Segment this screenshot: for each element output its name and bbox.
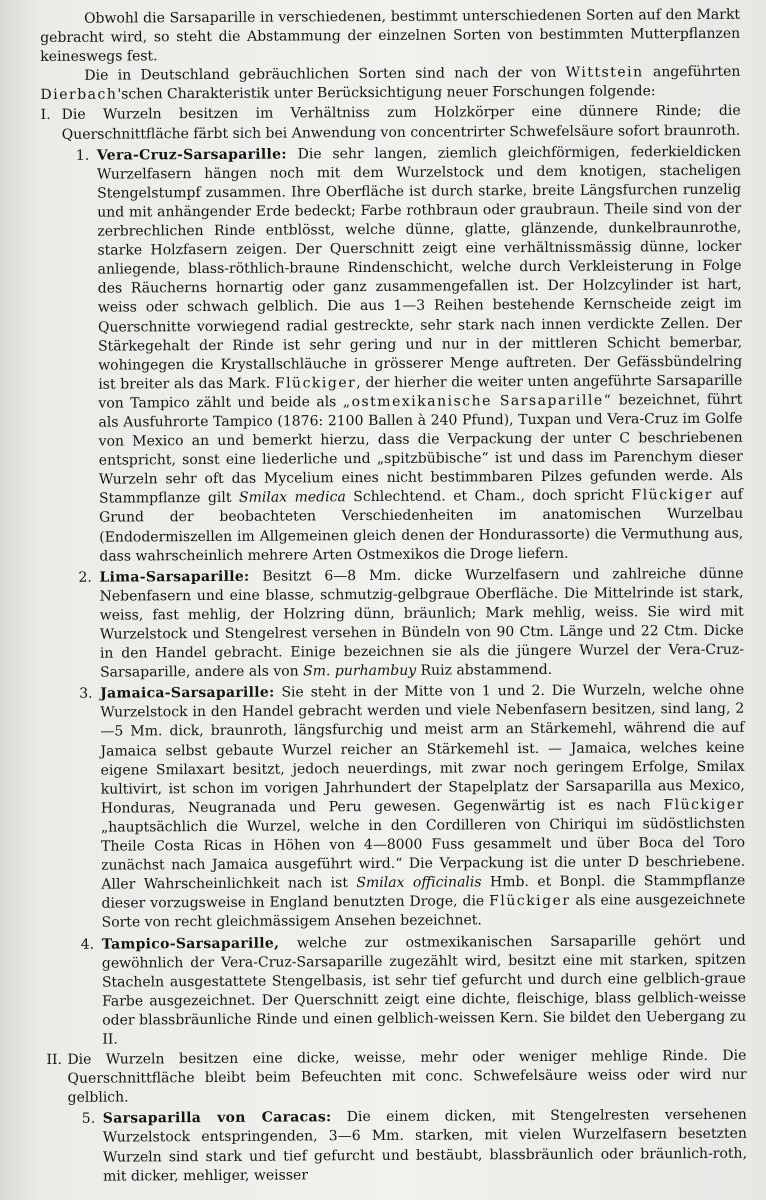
author-flueckiger: Flückiger	[274, 374, 357, 392]
item-heading: Vera-Cruz-Sarsaparille:	[96, 146, 287, 164]
section-text: Die Wurzeln besitzen im Verhältniss zum Holzkörper eine dünnere Rinde; die Querschnittfläche färbt sich bei Anwendung von concentrirter Schwefelsäure sofort braunroth.	[61, 103, 741, 143]
item-number: 5.	[81, 1111, 96, 1128]
page-text	[40, 6, 747, 1187]
item-heading: Lima-Sarsaparille:	[99, 568, 250, 586]
classification-intro	[40, 63, 740, 105]
item-text: „hauptsächlich die Wurzel, welche in den Cordilleren von Chiriqui im südöstlichsten Theile Costa Ricas in Höhen von 4—8000 Fuss gesammelt und über Boca del Toro zunächst nach Jamaica ausgeführt wird.“ Die Verpackung ist die unter D beschriebene. Aller Wahrscheinlichkeit nach ist	[100, 815, 746, 893]
species-name: Smilax officinalis	[356, 874, 482, 892]
section-numeral: I.	[40, 107, 51, 124]
item-heading: Sarsaparilla von Caracas:	[102, 1109, 332, 1127]
intro-text: Obwohl die Sarsaparille in verschiedenen, bestimmt unterschiedenen Sorten auf den Markt gebracht wird, so steht die Abstammung der einzelnen Sorten von bestimmten Mutterpflanzen keineswegs fest.	[40, 6, 741, 66]
author-wittstein: Wittstein	[565, 64, 644, 82]
item-text: Ruiz abstammend.	[416, 662, 553, 679]
species-name: Sm. purhambuy	[303, 662, 417, 680]
intro-paragraph	[40, 6, 740, 68]
item-heading: Jamaica-Sarsaparille:	[100, 684, 275, 702]
item-text: Sie steht in der Mitte von 1 und 2. Die Wurzeln, welche ohne Wurzelstock in den Handel gebracht werden und viele Nebenfasern besitzen, sind lang, 2—5 Mm. dick, braunroth, längsfurchig und meist arm an Stärkemehl, während die auf Jamaica selbst gebaute Wurzel reicher an Stärkemehl ist. — Jamaica, welches keine eigene Smilaxart besitzt, jedoch neuerdings, mit zwar noch geringem Erfolge, Smilax kultivirt, ist schon im vorigen Jahrhundert der Stapelplatz der Sarsaparilla aus Mexico, Honduras, Neugranada und Peru gewesen. Gegenwärtig ist es nach	[100, 681, 745, 817]
author-dierbach: Dierbach	[40, 86, 118, 104]
author-flueckiger: Flückiger	[489, 893, 571, 910]
item-lima	[43, 564, 744, 683]
section-II	[46, 1047, 746, 1109]
intro-text-c: 'schen Charakteristik unter Berücksichtigung neuer Forschungen folgende:	[117, 83, 656, 103]
item-text: Die sehr langen, ziemlich gleichförmigen, federkieldicken Wurzelfasern hängen noch mit dem Wurzelstock und dem knotigen, stacheligen Stengelstumpf zusammen. Ihre Oberfläche ist durch starke, breite Längsfurchen runzelig und mit anhängender Erde bedeckt; Farbe rothbraun oder graubraun. Theile sind von der zerbrechlichen Rinde entblösst, welche dünne, glatte, glänzende, dunkelbraunrothe, starke Holzfasern zeigen. Der Querschnitt zeigt eine verhältnissmässig dünne, locker anliegende, blass-röthlich-braune Rindenschicht, welche durch Verkleisterung in Folge des Räucherns hornartig oder ganz zusammengefallen ist. Der Holzcylinder ist hart, weiss oder schwach gelblich. Die aus 1—3 Reihen bestehende Kernscheide zeigt im Querschnitte vorwiegend radial gestreckte, sehr stark nach innen verdickte Zellen. Der Stärkegehalt der Rinde ist sehr gering und nur in der mittleren Schicht bemerbar, wohingegen die Krystallschläuche in grösserer Menge auftreten. Der Gefässbündelring ist breiter als das Mark.	[96, 143, 743, 393]
item-text: welche zur ostmexikanischen Sarsaparille gehört und gewöhnlich der Vera-Cruz-Sarsaparille zugezählt wird, besitzt eine mit starken, spitzen Stacheln ausgestattete Stengelbasis, ist sehr tief gefurcht und durch eine gelblich-graue Farbe ausgezeichnet. Der Querschnitt zeigt eine dichte, fleischige, blass gelblich-weisse oder blassbräunliche Rinde und einen gelblich-weissen Kern. Sie bildet den Uebergang zu II.	[101, 932, 747, 1048]
item-text: Schlechtend. et Cham., doch spricht	[345, 487, 632, 506]
item-number: 1.	[75, 147, 90, 164]
item-heading: Tampico-Sarsaparille,	[101, 935, 280, 953]
item-vera-cruz	[41, 142, 744, 566]
species-name: Smilax medica	[238, 489, 346, 507]
item-number: 2.	[78, 569, 92, 586]
item-text: Besitzt 6—8 Mm. dicke Wurzelfasern und zahlreiche dünne Nebenfasern und eine blasse, schmutzig-gelbgraue Oberfläche. Die Mittelrinde ist stark, weiss, fast mehlig, der Holzring dünn, bräunlich; Mark mehlig, weiss. Sie wird mit Wurzelstock und Stengelrest versehen in Bündeln von 90 Ctm. Länge und 22 Ctm. Dicke in den Handel gebracht. Einige bezeichnen sie als die jüngere Wurzel der Vera-Cruz-Sarsaparille, andere als von	[99, 565, 744, 681]
item-number: 3.	[79, 685, 93, 703]
author-flueckiger: Flückiger	[631, 487, 713, 504]
section-numeral: II.	[46, 1051, 62, 1069]
item-text: bezeichnet, führt als Ausfuhrorte Tampico (1876: 2100 Ballen à 240 Pfund), Tuxpan und Vera-Cruz im Golfe von Mexico an und bemerkt hierzu, dass die Verpackung der unter C beschriebenen entspricht, sonst eine liederliche und „spitzbübische“ ist und dass im Parenchym dieser Wurzeln sehr oft das Mycelium eines nicht bestimmbaren Pilzes gefunden werde. Als Stammpflanze gilt	[98, 391, 743, 507]
term-ostmexikanisch: „ostmexikanische Sarsaparille“	[342, 392, 613, 411]
section-text: Die Wurzeln besitzen eine dicke, weisse, mehr oder weniger mehlige Rinde. Die Querschnittfläche bleibt beim Befeuchten mit conc. Schwefelsäure weiss oder wird nur gelblich.	[67, 1047, 747, 1107]
intro-text-b: angeführten	[643, 64, 741, 81]
item-text: als eine ausgezeichnete Sorte von recht gleichmässigem Ansehen bezeichnet.	[101, 892, 746, 932]
item-text: , der hierher die weiter unten angeführte Sarsaparille von Tampico zählt und beide als	[98, 372, 743, 412]
author-flueckiger: Flückiger	[663, 796, 745, 814]
item-text: Hmb. et Bonpl. die Stammpflanze dieser vorzugsweise in England benutzten Droge, die	[101, 872, 746, 912]
item-caracas	[47, 1106, 747, 1187]
item-jamaica	[44, 681, 746, 933]
intro-text-a: Die in Deutschland gebräuchlichen Sorten sind nach der von	[84, 65, 566, 85]
item-text: Die einem dicken, mit Stengelresten versehenen Wurzelstock entspringenden, 3—6 Mm. starken, mit vielen Wurzelfasern besetzten Wurzeln sind stark und tief gefurcht und bestäubt, blassbräunlich oder bräunlich-roth, mit dicker, mehliger, weisser	[102, 1107, 748, 1185]
item-text: auf Grund der beobachteten Verschiedenheiten im anatomischen Wurzelbau (Endodermiszellen im Allgemeinen gleich denen der Hondurassorte) die Vermuthung aus, dass wahrscheinlich mehrere Arten Ostmexikos die Droge liefern.	[99, 487, 744, 565]
item-tampico	[46, 931, 747, 1050]
section-I	[41, 102, 741, 144]
item-number: 4.	[80, 936, 95, 953]
